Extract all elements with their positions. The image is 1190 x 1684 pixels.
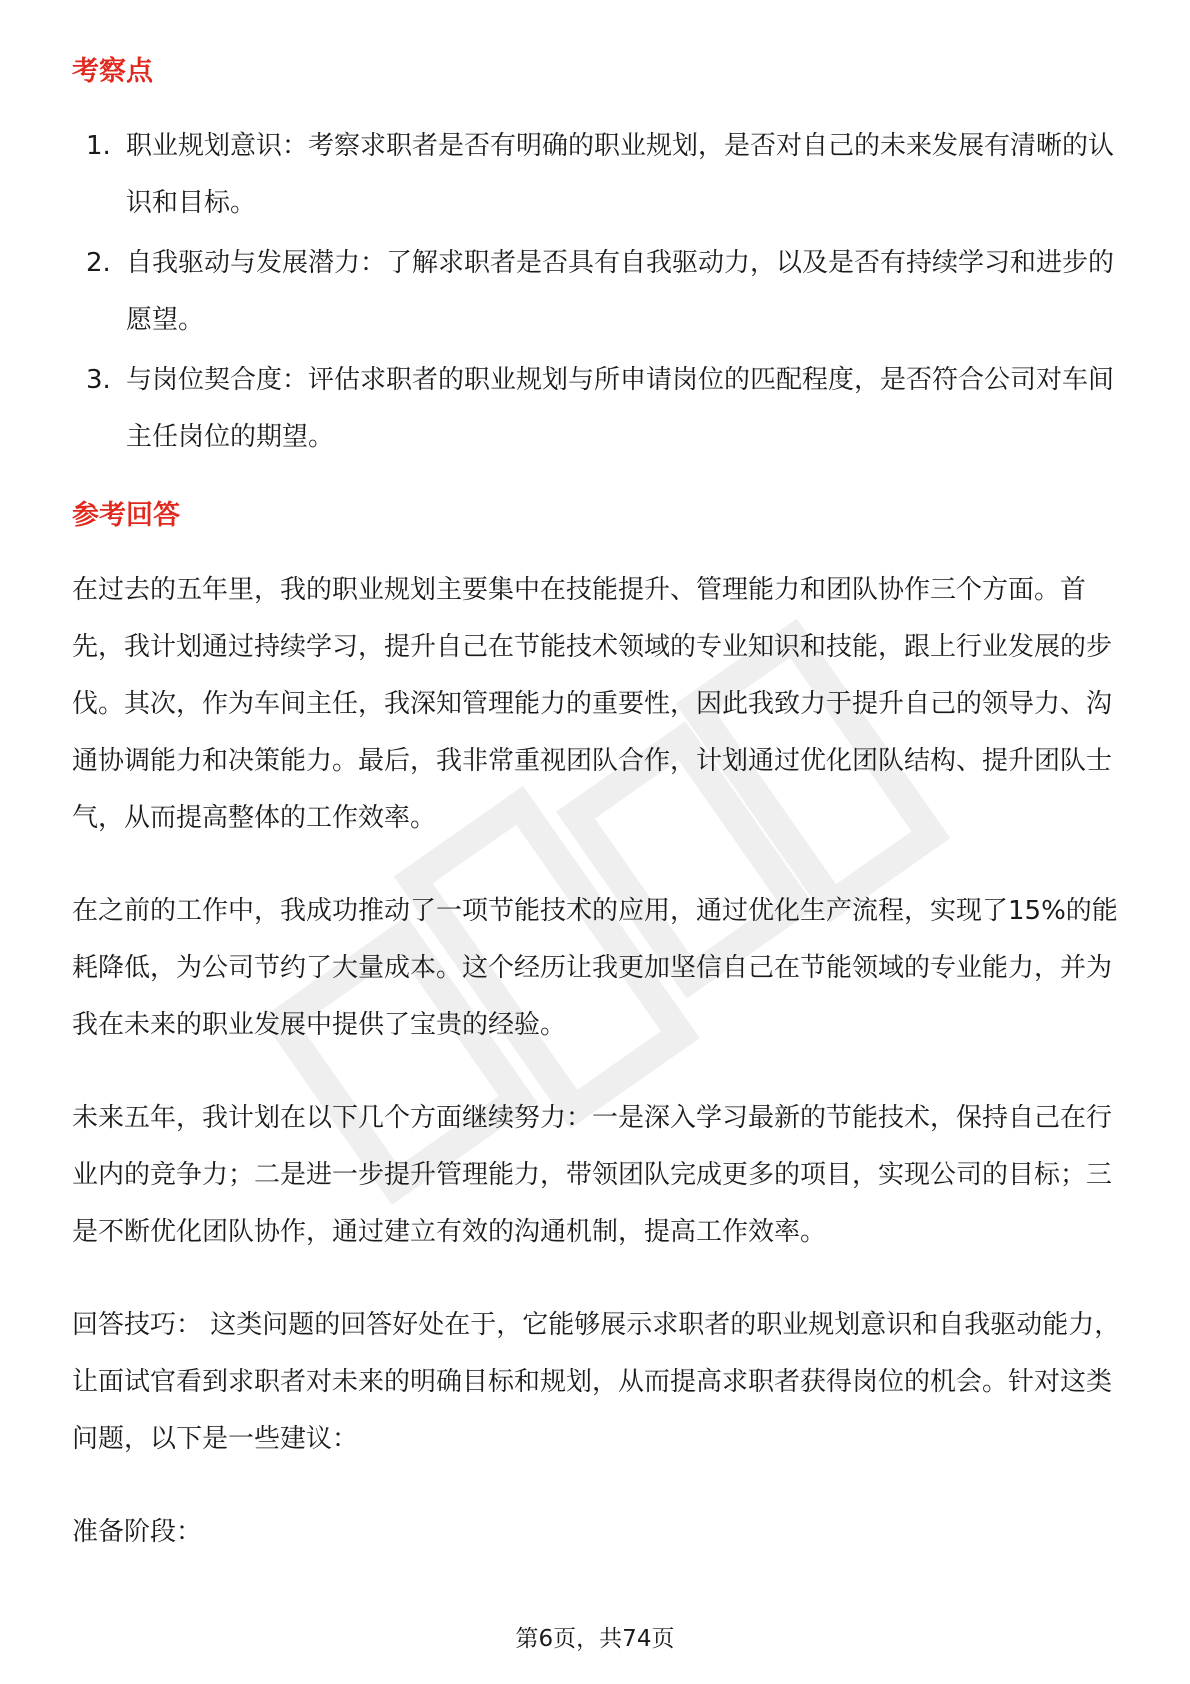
list-item bbox=[72, 352, 1122, 466]
document-page bbox=[72, 48, 1122, 1561]
exam-points-title: 考察点 bbox=[72, 56, 153, 87]
list-number: 1. bbox=[86, 131, 111, 161]
page-footer: 第6页，共74页 bbox=[515, 1626, 675, 1652]
answer-paragraph: 在过去的五年里，我的职业规划主要集中在技能提升、管理能力和团队协作三个方面。首先，我计划通过持续学习，提升自己在节能技术领域的专业知识和技能，跟上行业发展的步伐。其次，作为车间主任，我深知管理能力的重要性，因此我致力于提升自己的领导力、沟通协调能力和决策能力。最后，我非常重视团队合作，计划通过优化团队结构、提升团队士气，从而提高整体的工作效率。 bbox=[72, 575, 1113, 833]
answer-paragraph: 在之前的工作中，我成功推动了一项节能技术的应用，通过优化生产流程，实现了15%的能耗降低，为公司节约了大量成本。这个经历让我更加坚信自己在节能领域的专业能力，并为我在未来的职业发展中提供了宝贵的经验。 bbox=[72, 896, 1118, 1040]
reference-answer-title: 参考回答 bbox=[72, 500, 180, 531]
tips-paragraph: 回答技巧： 这类问题的回答好处在于，它能够展示求职者的职业规划意识和自我驱动能力，让面试官看到求职者对未来的明确目标和规划，从而提高求职者获得岗位的机会。针对这类问题，以下是一些建议： bbox=[72, 1310, 1121, 1454]
list-text: 职业规划意识：考察求职者是否有明确的职业规划，是否对自己的未来发展有清晰的认识和目标。 bbox=[126, 131, 1115, 218]
list-item bbox=[72, 118, 1122, 232]
list-number: 3. bbox=[86, 365, 111, 395]
list-number: 2. bbox=[86, 248, 111, 278]
list-item bbox=[72, 235, 1122, 349]
answer-paragraph: 未来五年，我计划在以下几个方面继续努力：一是深入学习最新的节能技术，保持自己在行业内的竞争力；二是进一步提升管理能力，带领团队完成更多的项目，实现公司的目标；三是不断优化团队协作，通过建立有效的沟通机制，提高工作效率。 bbox=[72, 1103, 1113, 1247]
list-text: 自我驱动与发展潜力：了解求职者是否具有自我驱动力，以及是否有持续学习和进步的愿望。 bbox=[126, 248, 1115, 335]
list-text: 与岗位契合度：评估求职者的职业规划与所申请岗位的匹配程度，是否符合公司对车间主任岗位的期望。 bbox=[126, 365, 1115, 452]
exam-points-list bbox=[72, 118, 1122, 466]
preparation-heading: 准备阶段： bbox=[72, 1517, 203, 1547]
